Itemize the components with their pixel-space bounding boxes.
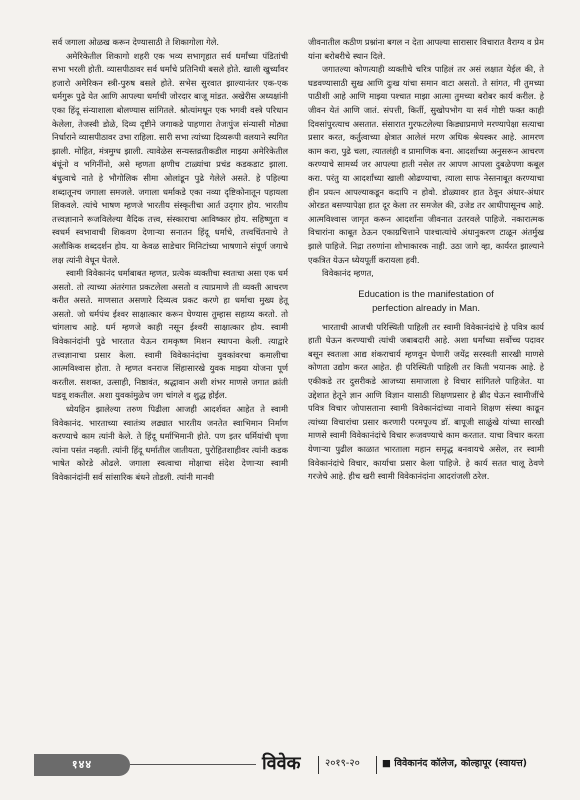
college-name: ■ विवेकानंद कॉलेज, कोल्हापूर (स्वायत्त) — [382, 758, 527, 769]
paragraph: सर्व जगाला ओळख करून देण्यासाठी ते शिकागोला गेले. — [52, 37, 220, 47]
paragraph: अमेरिकेतील शिकागो शहरी एक भव्य सभागृहात सर्व धर्मांच्या पंडितांची सभा भरली होती. व्यासपीठावर सर्व धर्मांचे प्रतिनिधी बसले होते. खाली खुर्च्यांवर हजारो अमेरिकन स्त्री-पुरुष बसले होते. सभेस सुरवात झाल्यानंतर एक-एक धर्मगुरू पुढे येत आणि आपल्या धर्माची जोरदार बाजू मांडत. अखेरीस अध्यक्षांनी एका हिंदू संन्याशाला बोलण्यास सांगितले. श्रोत्यांमधून एक भगवी वस्त्रे परिधान केलेला, तेजस्वी डोळे, दिव्य दृष्टीने जगाकडे पाहणारा तेजःपुंज संन्यासी मोठ्या निर्धाराने व्यासपीठावर उभा राहिला. सारी सभा त्यांच्या दिव्यरूपी वलयाने स्थगित झाली. मोहित, मंत्रमुग्ध झाली. त्यावेळेस सन्यस्तव्रतीकडील माझ्या अमेरिकेतील बंधूंनो व भगिनींनो, असे म्हणता क्षणीच टाळ्यांचा प्रचंड कडकडाट झाला. बंधुत्वाचे नाते हे भौगोलिक सीमा ओलांडून पुढे गेलेले असते. हे पहिल्या शब्दातूनच जगाला समजले. जगाला धर्माकडे एका नव्या दृष्टिकोनातून पहायला शिकवले. त्यांचे भाषण म्हणजे भारतीय संस्कृतीचा आर्त उद्‌गार होय. भारतीय तत्त्वज्ञानाने रूजविलेल्या वैदिक तत्त्व, संस्काराचा आविष्कार होय. सहिष्णुता व स्वधर्म स्वभावाची शिकवण देणाऱ्या सनातन हिंदू धर्माचे, तत्त्वचिंतनाचे ते अलौकिक शब्ददर्शन होय. या केवळ साडेचार मिनिटांच्या भाषणाने संपूर्ण जगाचे लक्ष त्यांनी वेधून घेतले. — [52, 50, 288, 265]
paragraph: ध्येयहिन झालेल्या तरुण पिढीला आजही आदर्शवत आहेत ते स्वामी विवेकानंद. भारताच्या स्वातंत्र्य लढ्यात भारतीय जनतेत स्वाभिमान निर्माण करण्याचे काम त्यांनी केले. ते हिंदू धर्माभिमानी होते. पण इतर धर्मियांची घृणा त्यांना पसंत नव्हती. त्यांनी हिंदू धर्मातील जातीयता, पुरोहितशाहीवर त्यांनी कडक भाषेत कोरडे ओढले. जगाला स्वत्वाचा मोक्षाचा संदेश देणाऱ्या स्वामी विवेकानंदांनी सर्व सांसारिक बंधने तोडली. त्यांनी मानवी — [52, 404, 288, 482]
paragraph: जीवनातील कठीण प्रश्नांना बगल न देता आपल्या सारासार विचारात वैराग्य व प्रेम यांना बरोबरीचे स्थान दिले. — [308, 37, 544, 61]
paragraph: स्वामी विवेकानंद धर्माबाबत म्हणत, प्रत्येक व्यक्तीचा स्वतःचा असा एक धर्म असतो. तो त्याच्या अंतरंगात प्रकटलेला असतो व त्याप्रमाणे ती व्यक्ती आचरण करीत असते. माणसात असणारे दिव्यत्व प्रकट करणे हा धर्माचा मुख्य हेतू असतो. जो धर्मपंथ ईश्वर साक्षात्कार करून घेण्यास तुम्हास सहाय्य करतो. तो चांगलाच आहे. धर्म म्हणजे काही नसून ईश्वरी साक्षात्कार होय. स्वामी विवेकानंदांनी पुढे भारतात येऊन रामकृष्ण मिशन स्थापना केली. त्याद्वारे तत्त्वज्ञानाचा प्रसार केला. स्वामी विवेकानंदांचा युवकांवरचा कमालीचा आत्मविश्वास होता. ते म्हणत वनराज सिंहासारखे युवक माझ्या योजना पूर्ण करतील. सशक्त, उत्साही, निष्ठावंत, श्रद्धावान अशी शंभर माणसे जगात क्रांती घडवू शकतील. अशा युवकांमुळेच जग चांगले व शुद्ध होईल. — [52, 268, 288, 401]
left-column — [52, 36, 288, 485]
page-number: १४४ — [34, 754, 130, 776]
paragraph: जगातल्या कोणत्याही व्यक्तीचे चरित्र पाहिलं तर असं लक्षात येईल की, ते घडवण्यासाठी सुख आणि दुःख यांचा समान वाटा असतो. ते सांगत, मी तुमच्या पाठीशी आहे आणि माझ्या पश्चात माझा आत्मा तुमच्या बरोबर कार्य करील. हे जीवन येतं आणि जातं. संपत्ती, किर्ती, सुखोपभोग या सर्व गोष्टी फक्त काही दिवसांपुरत्याच असतात. संसारात गुरफटलेल्या किड्याप्रमाणे मरण्यापेक्षा सत्याचा प्रसार करत, कर्तुत्वाच्या क्षेत्रात आलेलं मरण अधिक श्रेयस्कर आहे. आमरण काम करा, पुढे चला, त्यातलंही व प्रामाणिक बना. आदर्शांच्या अनुसरून आचरण करण्याचे सामर्थ्य जर आपल्या हाती नसेल तर आपण आपला दुबळेपणा कबूल करा. परंतु या आदर्शांच्या खाली ओढण्याचा, त्याला साफ नेस्तनाबूत करण्याचा हीन प्रयत्न आपल्याकडून कदापि न होवो. डोळ्यावर हात ठेवून अंधार-अंधार ओरडत बसण्यापेक्षा हात दूर केला तर समजेल की, उजेड तर आधीपासूनच आहे. आत्मविश्वास जागृत करून आदर्शांना जीवनात उतरवले पाहिजे. नकारात्मक विचारांना काबूत ठेऊन एकाग्रचित्ताने पाश्चात्यांचे अंधानुकरण टाळून अंतर्मुख झाले पाहिजे. निद्रा तरुणांना शोभाकारक नाही. उठा जागे व्हा, कार्यरत झाल्याने एकत्रित येऊन ध्येयपूर्ती करायला हवी. — [308, 64, 544, 265]
english-quote — [308, 287, 544, 315]
paragraph: भारताची आजची परिस्थिती पाहिली तर स्वामी विवेकानंदांचे हे पवित्र कार्य हाती घेऊन करण्याची त्यांची जबाबदारी आहे. अशा धर्मांच्या सर्वोच्च पदावर बसून स्वतःला आद्य शंकराचार्य म्हणवून घेणारी जयेंद्र सरस्वती सारखी माणसे कोणता उद्योग करत आहेत. ही परिस्थिती पाहिली तर किती भयानक आहे. हे एकीकडे तर दुसरीकडे आजच्या समाजाला हे विचार सांगितले पाहिजेत. या उद्देशात हेतूने ज्ञान आणि विज्ञान यासाठी शिक्षणप्रसार हे ब्रीद घेऊन स्वामीजींचे पवित्र विचार जोपासताना स्वामी विवेकानंदांच्या नावाने शिक्षण संस्था काढून त्यांच्या विचारांचा प्रसार करणारी परमपूज्य डॉ. बापूजी साळुंखे यांच्या सारखी माणसे स्वामी विवेकानंदांचे विचार रूजवण्याचे काम करतात. याचा विचार करता येणाऱ्या पुढील काळात भारताला महान समृद्ध बनवायचे असेल, तर स्वामी विवेकानंदांचे विचार, कार्याचा प्रसार केला पाहिजे. हे कार्य सतत चालू ठेवणे गरजेचे आहे. हीच खरी स्वामी विवेकानंदांना आदरांजली ठरेल. — [308, 321, 544, 482]
quote-line: perfection already in Man. — [372, 301, 480, 313]
paragraph: विवेकानंद म्हणत, — [322, 268, 374, 279]
right-column — [308, 36, 544, 484]
footer-rule — [130, 764, 256, 765]
footer-divider — [318, 756, 319, 774]
magazine-title: विवेक — [262, 753, 301, 774]
quote-line: Education is the manifestation of — [358, 287, 494, 299]
magazine-year: २०१९-२० — [325, 758, 360, 769]
page-footer — [0, 752, 580, 780]
footer-divider — [376, 756, 377, 774]
